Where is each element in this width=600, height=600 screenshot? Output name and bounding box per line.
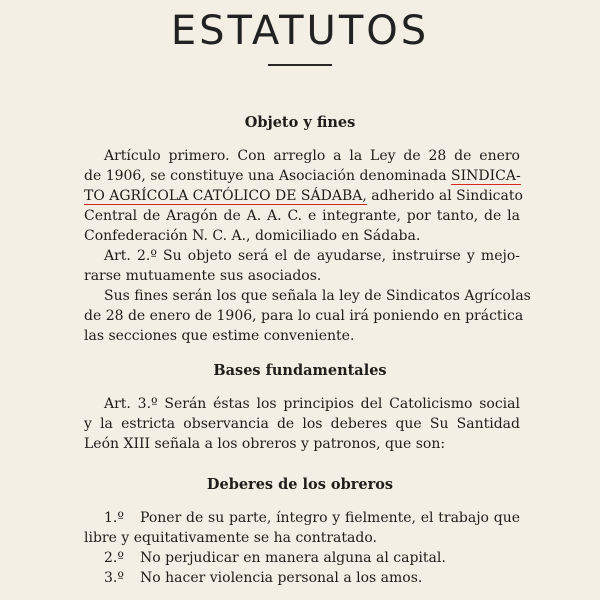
text-line: Central de Aragón de A. A. C. e integrante, por tanto, de la <box>84 208 520 224</box>
text-line: Sus fines serán los que señala la ley de Sindicatos Agrícolas <box>104 288 531 304</box>
text-line: León XIII señala a los obreros y patronos, que son: <box>84 436 446 452</box>
list-item-number: 3.º <box>104 570 124 586</box>
section-heading-objeto: Objeto y fines <box>244 114 356 131</box>
text-line: Art. 3.º Serán éstas los principios del Catolicismo social <box>104 396 520 412</box>
association-name-highlight: SINDICA- <box>451 168 521 184</box>
section-body-objeto <box>84 146 531 346</box>
title-divider <box>268 64 332 66</box>
association-name-highlight: TO AGRÍCOLA CATÓLICO DE SÁDABA, <box>84 188 367 204</box>
section-body-bases <box>84 394 520 454</box>
text-line: de 1906, se constituye una Asociación denominada SINDICA- <box>84 168 521 184</box>
page-title: ESTATUTOS <box>170 8 430 54</box>
section-heading-deberes: Deberes de los obreros <box>206 476 394 493</box>
list-item-number: 2.º <box>104 550 124 566</box>
text-line: rarse mutuamente sus asociados. <box>84 268 322 284</box>
text-line: Art. 2.º Su objeto será el de ayudarse, instruirse y mejo- <box>104 248 520 264</box>
text-line: y la estricta observancia de los deberes que Su Santidad <box>84 416 520 432</box>
text-line: TO AGRÍCOLA CATÓLICO DE SÁDABA, adherido al Sindicato <box>84 188 523 204</box>
section-heading-bases: Bases fundamentales <box>213 362 387 379</box>
text-line: Confederación N. C. A., domiciliado en Sádaba. <box>84 228 421 244</box>
text-line: Artículo primero. Con arreglo a la Ley de 28 de enero <box>104 148 520 164</box>
text-line: de 28 de enero de 1906, para lo cual irá poniendo en práctica <box>84 308 524 324</box>
list-item-number: 1.º <box>104 510 124 526</box>
list-item-text: No perjudicar en manera alguna al capital. <box>140 550 446 566</box>
list-item-text: No hacer violencia personal a los amos. <box>140 570 423 586</box>
list-item-text: Poner de su parte, íntegro y fielmente, el trabajo que <box>140 510 520 526</box>
text-line: las secciones que estime conveniente. <box>84 328 355 344</box>
list-item-continuation: libre y equitativamente se ha contratado. <box>84 530 377 546</box>
